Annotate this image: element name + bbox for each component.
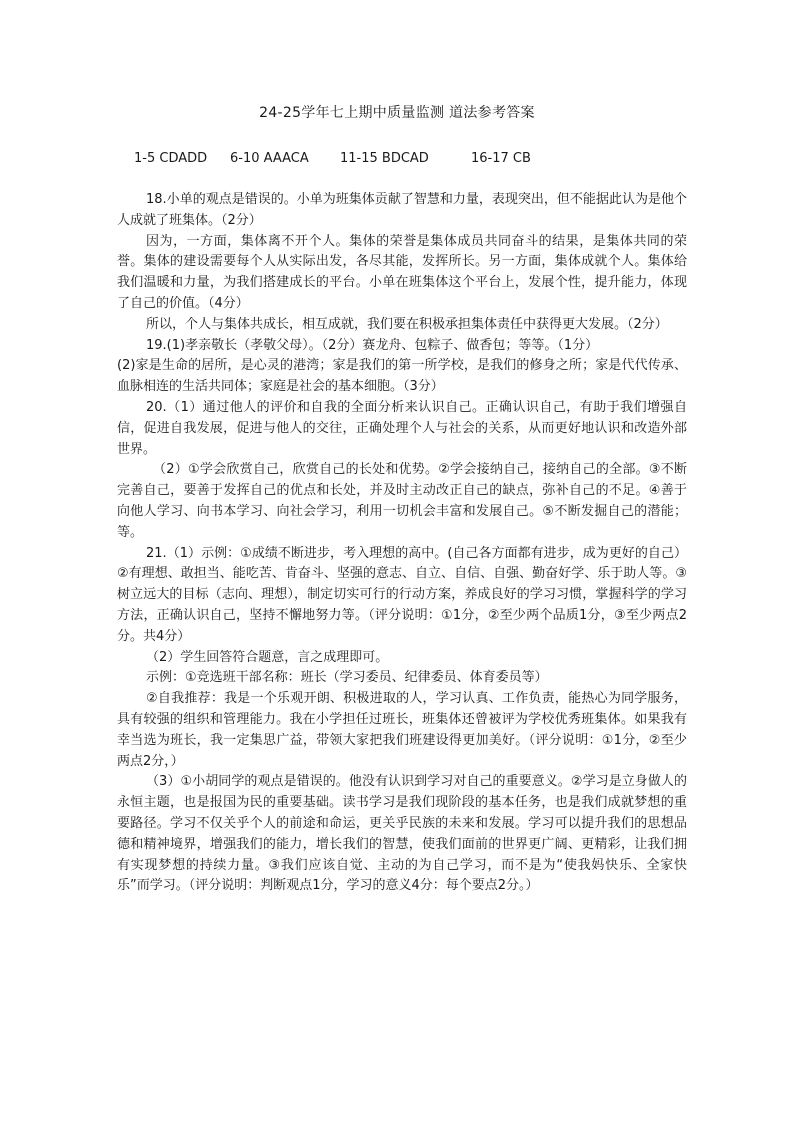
answer-paragraph-q21-part1: 21.（1）示例：①成绩不断进步，考入理想的高中。(自己各方面都有进步，成为更好的自己）②有理想、敢担当、能吃苦、肯奋斗、坚强的意志、自立、自信、自强、勤奋好学、乐于助人等。③树立远大的目标（志向、理想），制定切实可行的行动方案，养成良好的学习习惯，掌握科学的学习方法，正确认识自己，坚持不懈地努力等。（评分说明：①1分，②至少两个品质1分，③至少两点2分。共4分） xyxy=(117,545,687,644)
answer-paragraph-q21-recommendation: ②自我推荐：我是一个乐观开朗、积极进取的人，学习认真、工作负责，能热心为同学服务，具有较强的组织和管理能力。我在小学担任过班长，班集体还曾被评为学校优秀班集体。如果我有幸当选为班长，我一定集思广益，带领大家把我们班建设得更加美好。（评分说明：①1分，②至少两点2分，） xyxy=(117,691,687,769)
answer-paragraph-q19-part2: (2)家是生命的居所，是心灵的港湾；家是我们的第一所学校，是我们的修身之所；家是代代传承、血脉相连的生活共同体；家庭是社会的基本细胞。（3分） xyxy=(117,358,687,395)
answer-paragraph-q18-conclusion: 所以，个人与集体共成长，相互成就，我们要在积极承担集体责任中获得更大发展。（2分） xyxy=(146,316,668,332)
answer-key-group: 6-10 AAACA xyxy=(230,151,309,166)
answer-paragraph-q18-judgement: 18.小单的观点是错误的。小单为班集体贡献了智慧和力量，表现突出，但不能据此认为是他个人成就了班集体。（2分） xyxy=(117,192,687,228)
answer-paragraph-q20-part2: （2）①学会欣赏自己，欣赏自己的长处和优势。②学会接纳自己，接纳自己的全部。③不断完善自己，要善于发挥自己的优点和长处，并及时主动改正自己的缺点，弥补自己的不足。④善于向他人学习、向书本学习、向社会学习，利用一切机会丰富和发展自己。⑤不断发掘自己的潜能；等。 xyxy=(117,462,687,540)
answer-paragraph-q21-example: 示例：①竞选班干部名称：班长（学习委员、纪律委员、体育委员等） xyxy=(146,670,548,686)
answer-body xyxy=(117,190,687,897)
answer-paragraph-q19-part1: 19.(1)孝亲敬长（孝敬父母）。（2分）赛龙舟、包粽子、做香包；等等。（1分） xyxy=(146,337,599,353)
answer-paragraph-q18-reason: 因为，一方面，集体离不开个人。集体的荣誉是集体成员共同奋斗的结果，是集体共同的荣誉。集体的建设需要每个人从实际出发，各尽其能，发挥所长。另一方面，集体成就个人。集体给我们温暖和力量，为我们搭建成长的平台。小单在班集体这个平台上，发展个性，提升能力，体现了自己的价值。（4分） xyxy=(117,233,687,311)
page-title: 24-25学年七上期中质量监测 道法参考答案 xyxy=(259,105,535,121)
answer-key-group: 16-17 CB xyxy=(471,151,531,166)
answer-key-group: 11-15 BDCAD xyxy=(340,151,429,166)
answer-paragraph-q21-part2: （2）学生回答符合题意，言之成理即可。 xyxy=(146,649,389,665)
answer-paragraph-q21-part3: （3）①小胡同学的观点是错误的。他没有认识到学习对自己的重要意义。②学习是立身做人的永恒主题，也是报国为民的重要基础。读书学习是我们现阶段的基本任务，也是我们成就梦想的重要路径。学习不仅关乎个人的前途和命运，更关乎民族的未来和发展。学习可以提升我们的思想品德和精神境界，增强我们的能力，增长我们的智慧，使我们面前的世界更广阔、更精彩，让我们拥有实现梦想的持续力量。③我们应该自觉、主动的为自己学习，而不是为“使我妈快乐、全家快乐”而学习。（评分说明：判断观点1分，学习的意义4分：每个要点2分。） xyxy=(117,774,687,894)
answer-paragraph-q20-part1: 20.（1）通过他人的评价和自我的全面分析来认识自己。正确认识自己，有助于我们增强自信，促进自我发展，促进与他人的交往，正确处理个人与社会的关系，从而更好地认识和改造外部世界。 xyxy=(117,399,687,457)
answer-key-group: 1-5 CDADD xyxy=(134,151,208,166)
multiple-choice-answer-key xyxy=(134,151,531,166)
